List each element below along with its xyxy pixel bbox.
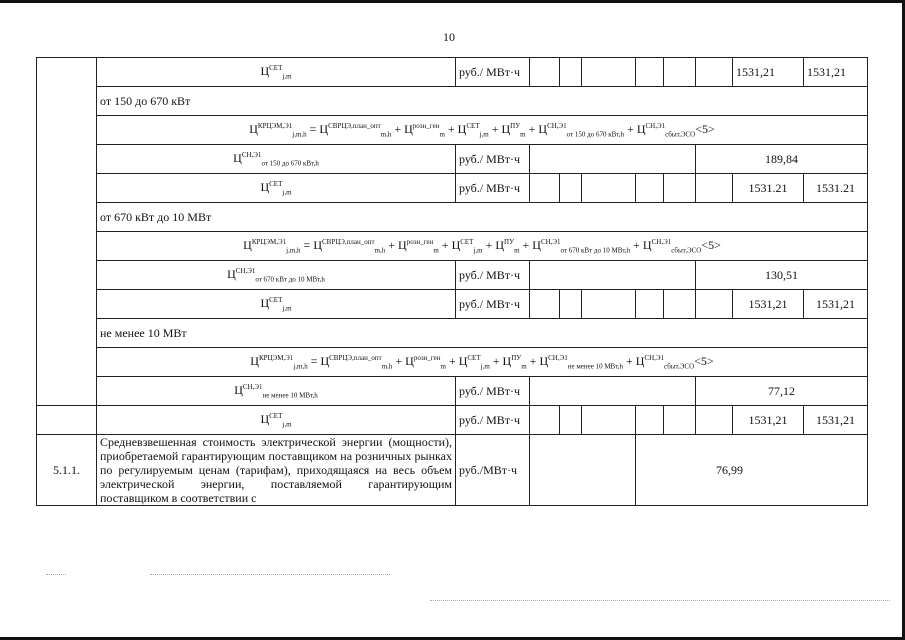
value-cell: 1531,21 (804, 290, 868, 319)
table-row (37, 406, 868, 435)
value-cell: 130,51 (696, 261, 868, 290)
unit-cell: руб./ МВт·ч (456, 377, 530, 406)
table-row (37, 290, 868, 319)
table-row (37, 261, 868, 290)
formula-cell: $Ц^{СЕТ}_{j,m}$ (97, 406, 456, 435)
formula-cell: $Ц^{СН,Э1}_{от 150 до 670 кВт,h}$ (97, 145, 456, 174)
table-row (37, 116, 868, 145)
table-row (37, 145, 868, 174)
item-description: Средневзвешенная стоимость электрической энергии (мощности), приобретаемой гарантирующим поставщиком на розничных рынках по регулируемым ценам (тарифам), приходящаяся на весь объем электрической энергии, поставляемой гарантирующим поставщиком в соответствии с (97, 435, 456, 506)
formula-cell: $Ц^{СН,Э1}_{не менее 10 МВт,h}$ (97, 377, 456, 406)
unit-cell: руб./ МВт·ч (456, 145, 530, 174)
page-frame-top (0, 0, 905, 3)
formula-cell: $Ц^{СЕТ}_{j,m}$ (97, 58, 456, 87)
item-number: 5.1.1. (37, 435, 97, 506)
value-cell: 1531.21 (804, 174, 868, 203)
table-row (37, 435, 868, 506)
formula-cell: $Ц^{СЕТ}_{j,m}$ (97, 174, 456, 203)
unit-cell: руб./ МВт·ч (456, 290, 530, 319)
value-cell: 1531,21 (804, 58, 868, 87)
table-row (37, 348, 868, 377)
scan-artifact (430, 600, 890, 602)
formula-cell: $Ц^{КРЦЭМ,Э1}_{j,m,h} = Ц^{СВРЦЭ,план\_опт}_{m,h} + Ц^{розн\_ген}_m + Ц^{СЕТ}_{j,m} + Ц^{ПУ}_m + Ц^{СН,Э1}_{не менее 10 МВт,h} + Ц^{СН,Э1}_{сбыт,ЭСО}<5>$ (97, 348, 868, 377)
table-row (37, 319, 868, 348)
scan-artifact (46, 574, 66, 576)
unit-cell: руб./ МВт·ч (456, 174, 530, 203)
unit-cell: руб./МВт·ч (456, 435, 530, 506)
table-row (37, 58, 868, 87)
num-cell (37, 58, 97, 406)
scan-artifact (150, 574, 390, 576)
tariff-table (36, 57, 868, 506)
table-row (37, 377, 868, 406)
value-cell: 1531,21 (804, 406, 868, 435)
value-cell: 1531,21 (733, 406, 804, 435)
value-cell: 189,84 (696, 145, 868, 174)
unit-cell: руб./ МВт·ч (456, 406, 530, 435)
value-cell: 1531,21 (733, 58, 804, 87)
value-cell: 77,12 (696, 377, 868, 406)
value-cell: 76,99 (636, 435, 868, 506)
formula-cell: $Ц^{СН,Э1}_{от 670 кВт до 10 МВт,h}$ (97, 261, 456, 290)
table-row (37, 87, 868, 116)
value-cell: 1531.21 (733, 174, 804, 203)
section-heading: от 670 кВт до 10 МВт (97, 203, 868, 232)
formula-cell: $Ц^{КРЦЭМ,Э1}_{j,m,h} = Ц^{СВРЦЭ,план\_опт}_{m,h} + Ц^{розн\_ген}_m + Ц^{СЕТ}_{j,m} + Ц^{ПУ}_m + Ц^{СН,Э1}_{от 150 до 670 кВт,h} + Ц^{СН,Э1}_{сбыт,ЭСО}<5>$ (97, 116, 868, 145)
value-cell: 1531,21 (733, 290, 804, 319)
formula-cell: $Ц^{КРЦЭМ,Э1}_{j,m,h} = Ц^{СВРЦЭ,план\_опт}_{m,h} + Ц^{розн\_ген}_m + Ц^{СЕТ}_{j,m} + Ц^{ПУ}_m + Ц^{СН,Э1}_{от 670 кВт до 10 МВт,h} + Ц^{СН,Э1}_{сбыт,ЭСО}<5>$ (97, 232, 868, 261)
section-heading: от 150 до 670 кВт (97, 87, 868, 116)
section-heading: не менее 10 МВт (97, 319, 868, 348)
unit-cell: руб./ МВт·ч (456, 261, 530, 290)
table-row (37, 174, 868, 203)
table-row (37, 203, 868, 232)
table-row (37, 232, 868, 261)
page-number: 10 (443, 30, 455, 44)
unit-cell: руб./ МВт·ч (456, 58, 530, 87)
formula-cell: $Ц^{СЕТ}_{j,m}$ (97, 290, 456, 319)
